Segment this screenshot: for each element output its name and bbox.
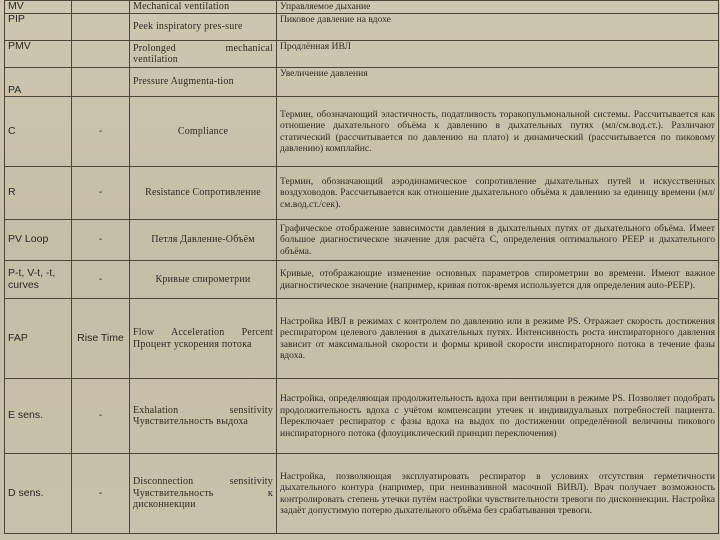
english-term-cell: Mechanical ventilation [130, 1, 277, 14]
abbreviation-cell: R [5, 167, 72, 220]
table-row [5, 97, 719, 167]
table-row [5, 261, 719, 299]
table-row [5, 454, 719, 534]
english-term-cell: Петля Давление-Объём [130, 220, 277, 261]
alternate-abbreviation-cell: - [72, 261, 130, 299]
russian-definition-cell: Увеличение давления [277, 68, 719, 97]
alternate-abbreviation-cell [72, 14, 130, 41]
abbreviation-cell: PV Loop [5, 220, 72, 261]
glossary-table [4, 0, 719, 534]
table-row [5, 299, 719, 379]
russian-definition-cell: Кривые, отображающие изменение основных параметров спирометрии во времени. Имеют важное диагностическое значение (например, кривая поток-время используется для определения auto-PEEP). [277, 261, 719, 299]
alternate-abbreviation-cell: - [72, 220, 130, 261]
russian-definition-cell: Графическое отображение зависимости давления в дыхательных путях от дыхательного объёма. Имеет большое диагностическое значение для расчёта С, определения оптимального PEEP и дыхательного объёма. [277, 220, 719, 261]
alternate-abbreviation-cell: - [72, 379, 130, 454]
alternate-abbreviation-cell: Rise Time [72, 299, 130, 379]
english-term-cell: Resistance Сопротивление [130, 167, 277, 220]
english-term-cell: Prolonged mechanical ventilation [130, 41, 277, 68]
abbreviation-cell: PIP [5, 14, 72, 41]
alternate-abbreviation-cell: - [72, 454, 130, 534]
russian-definition-cell: Управляемое дыхание [277, 1, 719, 14]
abbreviation-cell: PA [5, 68, 72, 97]
abbreviation-cell: E sens. [5, 379, 72, 454]
table-row [5, 1, 719, 14]
english-term-cell: Flow Acceleration Percent Процент ускорения потока [130, 299, 277, 379]
alternate-abbreviation-cell [72, 68, 130, 97]
russian-definition-cell: Термин, обозначающий аэродинамическое сопротивление дыхательных путей и искусственных воздуховодов. Рассчитывается как отношение дыхательного объёма к давлению за единицу времени (мл/см.вод.ст./сек). [277, 167, 719, 220]
alternate-abbreviation-cell [72, 1, 130, 14]
russian-definition-cell: Продлённая ИВЛ [277, 41, 719, 68]
english-term-cell: Compliance [130, 97, 277, 167]
abbreviation-cell: FAP [5, 299, 72, 379]
english-term-cell: Pressure Augmenta-tion [130, 68, 277, 97]
russian-definition-cell: Настройка, определяющая продолжительность вдоха при вентиляции в режиме PS. Позволяет подобрать продолжительность вдоха с учётом компенсации утечек и индивидуальных потребностей пациента. Переключает респиратор с фазы вдоха на выдох по достижении определённой величины пикового инспираторного потока (флоуциклический принцип переключения) [277, 379, 719, 454]
russian-definition-cell: Настройка, позволяющая эксплуатировать респиратор в условиях отсутствия герметичности дыхательного контура (например, при неинвазивной масочной ВИВЛ). Врач получает возможность контролировать степень утечки путём настройки чувствительности тревоги по дисконнекции. Настройка задаёт допустимую потерю дыхательного объёма без срабатывания тревоги. [277, 454, 719, 534]
alternate-abbreviation-cell: - [72, 167, 130, 220]
russian-definition-cell: Настройка ИВЛ в режимах с контролем по давлению или в режиме PS. Отражает скорость достижения респиратором целевого давления в дыхательных путях. Интенсивность роста инспираторного давления зависит от максимальной скорости и формы кривой скорости инспираторного потока в течение фазы вдоха. [277, 299, 719, 379]
english-term-cell: Peek inspiratory pres-sure [130, 14, 277, 41]
english-term-cell: Кривые спирометрии [130, 261, 277, 299]
abbreviation-cell: MV [5, 1, 72, 14]
english-term-cell: Exhalation sensitivity Чувствительность выдоха [130, 379, 277, 454]
table-row [5, 167, 719, 220]
abbreviation-cell: P-t, V-t, -t, curves [5, 261, 72, 299]
russian-definition-cell: Термин, обозначающий эластичность, податливость торакопульмональной системы. Рассчитывается как отношение дыхательного объёма к давлению в дыхательных путях (мл/см.вод.ст.). Различают статический (рассчитывается по давлению на плато) и динамический (рассчитывается по пиковому давлению) комплайнс. [277, 97, 719, 167]
table-row [5, 41, 719, 68]
table-row [5, 220, 719, 261]
abbreviation-cell: C [5, 97, 72, 167]
alternate-abbreviation-cell [72, 41, 130, 68]
abbreviation-cell: PMV [5, 41, 72, 68]
english-term-cell: Disconnection sensitivity Чувствительность к дисконнекции [130, 454, 277, 534]
alternate-abbreviation-cell: - [72, 97, 130, 167]
table-row [5, 68, 719, 97]
russian-definition-cell: Пиковое давление на вдохе [277, 14, 719, 41]
abbreviation-cell: D sens. [5, 454, 72, 534]
table-row [5, 14, 719, 41]
table-row [5, 379, 719, 454]
